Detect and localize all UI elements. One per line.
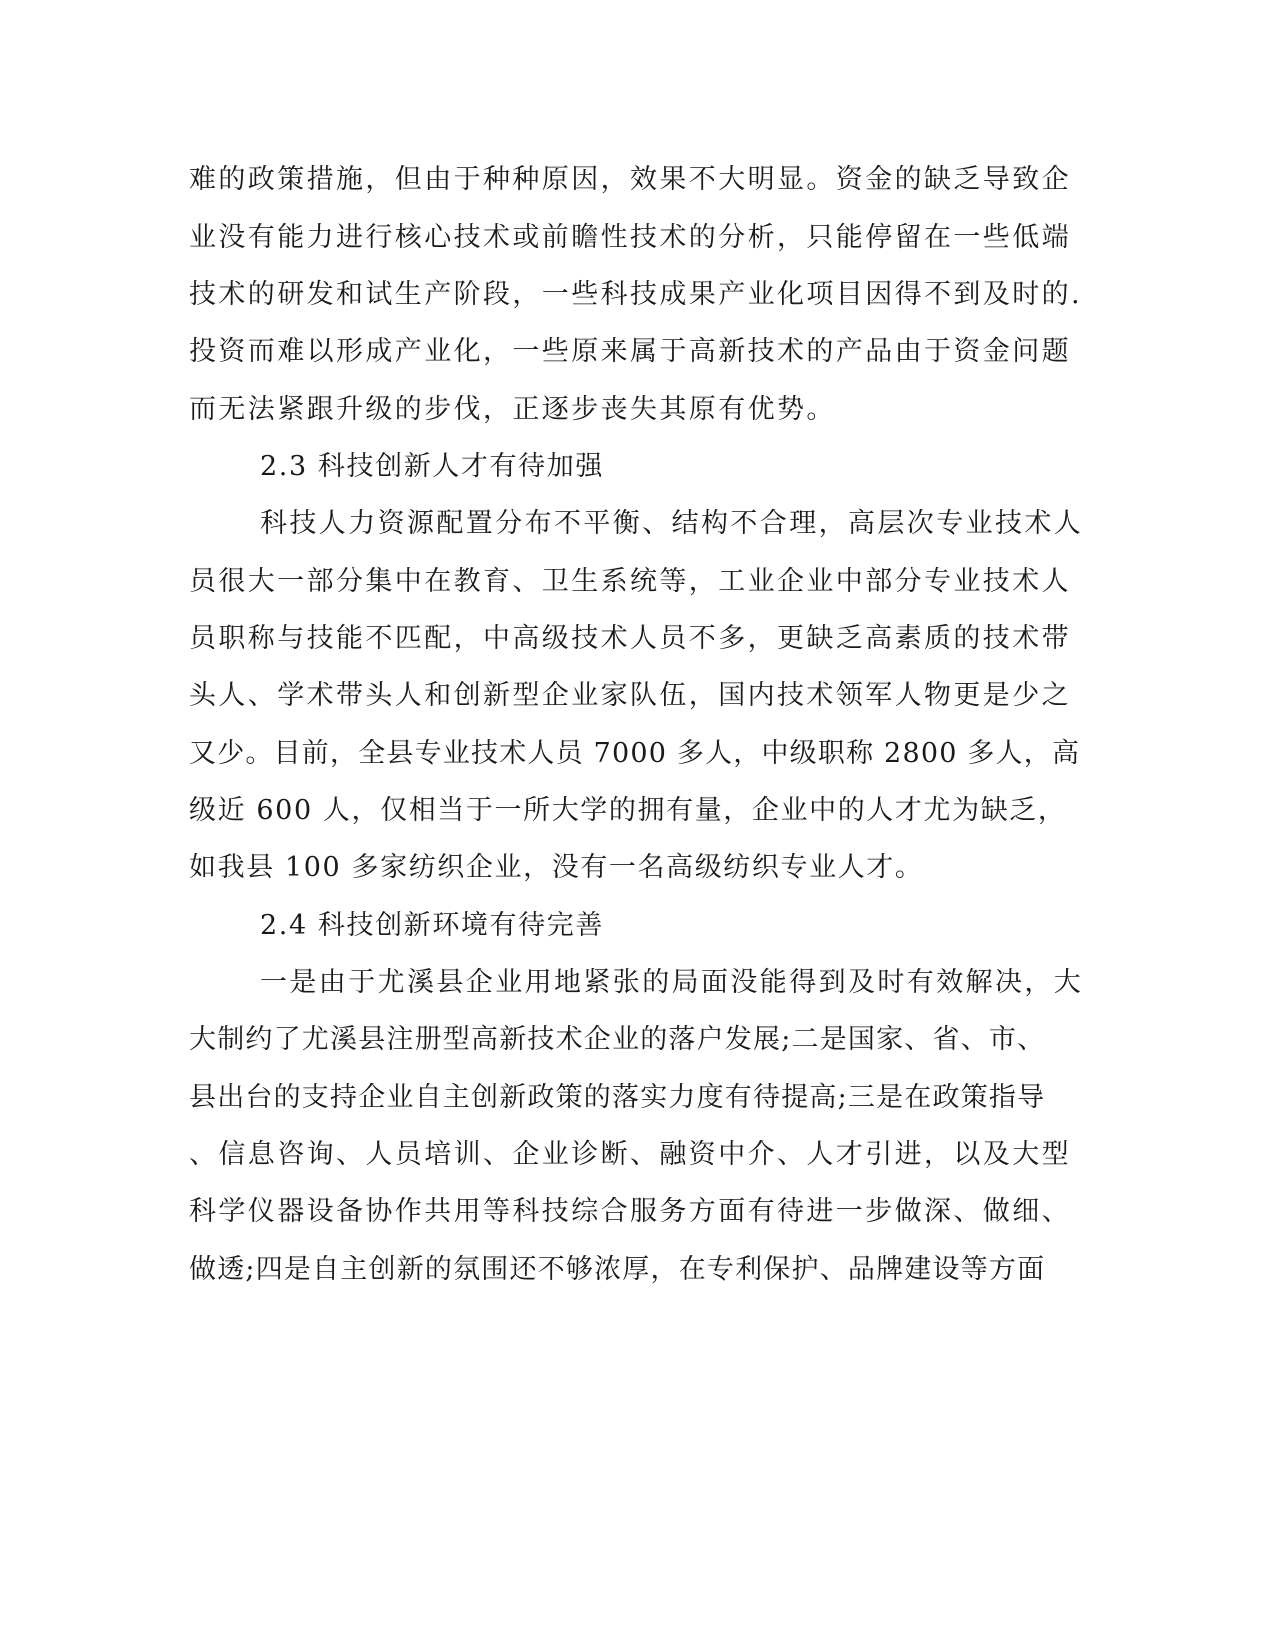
section-heading: 2.4 科技创新环境有待完善 — [260, 910, 604, 941]
paragraph-line: 员很大一部分集中在教育、卫生系统等，工业企业中部分专业技术人 — [189, 566, 1071, 597]
paragraph-line: 大制约了尤溪县注册型高新技术企业的落户发展;二是国家、省、市、 — [189, 1024, 1046, 1055]
paragraph-line: 、信息咨询、人员培训、企业诊断、融资中介、人才引进，以及大型 — [189, 1139, 1071, 1170]
paragraph-line: 级近 600 人，仅相当于一所大学的拥有量，企业中的人才尤为缺乏， — [189, 795, 1067, 826]
paragraph-line: 头人、学术带头人和创新型企业家队伍，国内技术领军人物更是少之 — [189, 680, 1071, 711]
paragraph-line: 又少。目前，全县专业技术人员 7000 多人，中级职称 2800 多人，高 — [189, 738, 1081, 769]
section-heading: 2.3 科技创新人才有待加强 — [260, 451, 604, 482]
paragraph-line: 员职称与技能不匹配，中高级技术人员不多，更缺乏高素质的技术带 — [189, 623, 1071, 654]
paragraph-line: 做透;四是自主创新的氛围还不够浓厚，在专利保护、品牌建设等方面 — [189, 1254, 1046, 1285]
paragraph-line: 技术的研发和试生产阶段，一些科技成果产业化项目因得不到及时的. — [189, 279, 1082, 310]
paragraph-line: 难的政策措施，但由于种种原因，效果不大明显。资金的缺乏导致企 — [189, 164, 1071, 195]
paragraph-line: 县出台的支持企业自主创新政策的落实力度有待提高;三是在政策指导 — [189, 1082, 1046, 1113]
paragraph-line: 如我县 100 多家纺织企业，没有一名高级纺织专业人才。 — [189, 852, 924, 883]
paragraph-line: 而无法紧跟升级的步伐，正逐步丧失其原有优势。 — [189, 394, 836, 425]
paragraph-line: 投资而难以形成产业化，一些原来属于高新技术的产品由于资金问题 — [189, 336, 1071, 367]
paragraph-line: 一是由于尤溪县企业用地紧张的局面没能得到及时有效解决，大 — [260, 967, 1084, 998]
paragraph-line: 科技人力资源配置分布不平衡、结构不合理，高层次专业技术人 — [260, 508, 1084, 539]
paragraph-line: 科学仪器设备协作共用等科技综合服务方面有待进一步做深、做细、 — [189, 1196, 1071, 1227]
paragraph-line: 业没有能力进行核心技术或前瞻性技术的分析，只能停留在一些低端 — [189, 222, 1071, 253]
